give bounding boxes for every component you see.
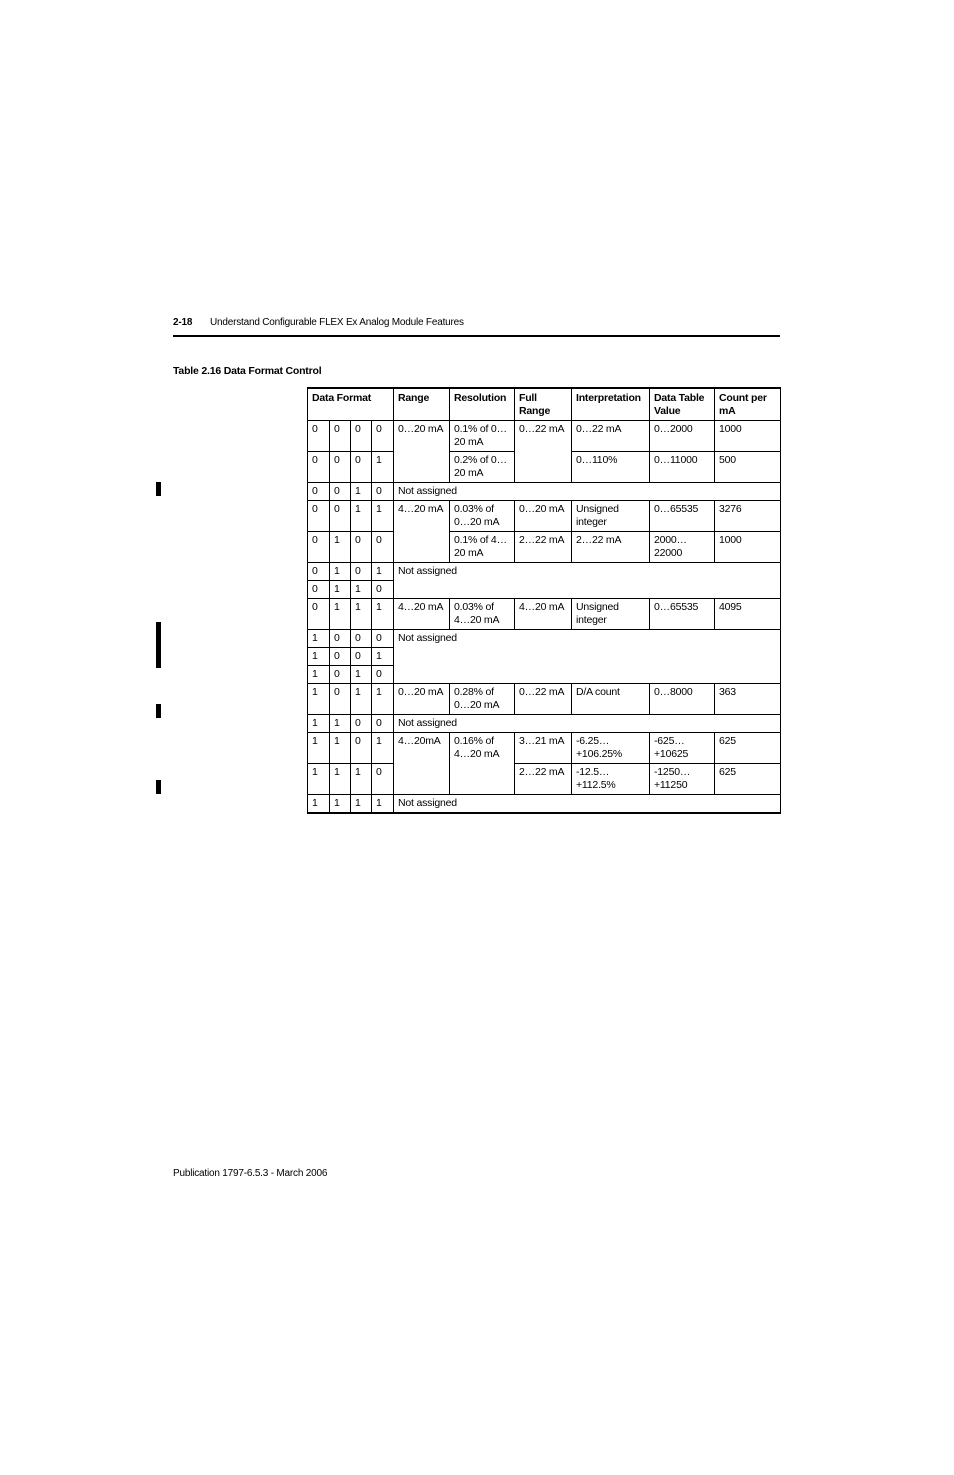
bit-cell: 0 [330,666,351,684]
table-header-row [308,388,781,421]
data-table-value-cell: 0…11000 [650,452,715,483]
col-resolution: Resolution [450,388,515,421]
data-table-value-cell: 0…65535 [650,599,715,630]
full-range-cell: 0…20 mA [515,501,572,532]
bit-cell: 1 [372,452,394,483]
table-row [308,532,781,563]
bit-cell: 1 [330,532,351,563]
bit-cell: 0 [330,648,351,666]
count-cell: 4095 [715,599,781,630]
table-row [308,599,781,630]
not-assigned-cell: Not assigned [394,563,781,599]
table-row [308,630,781,648]
bit-cell: 1 [330,715,351,733]
data-table-value-cell: -1250… +11250 [650,764,715,795]
bit-cell: 1 [351,795,372,814]
not-assigned-cell: Not assigned [394,795,781,814]
bit-cell: 0 [308,563,330,581]
bit-cell: 0 [308,483,330,501]
bit-cell: 0 [372,764,394,795]
resolution-cell: 0.28% of 0…20 mA [450,684,515,715]
col-data-format: Data Format [308,388,394,421]
interpretation-cell: 0…22 mA [572,421,650,452]
page-header [173,317,780,336]
count-cell: 1000 [715,421,781,452]
header-rule [173,335,780,337]
bit-cell: 0 [330,684,351,715]
interpretation-cell: 2…22 mA [572,532,650,563]
col-full-range: Full Range [515,388,572,421]
bit-cell: 0 [308,421,330,452]
bit-cell: 0 [351,648,372,666]
change-bar [156,780,161,794]
bit-cell: 0 [372,421,394,452]
bit-cell: 1 [372,795,394,814]
resolution-cell: 0.1% of 0…20 mA [450,421,515,452]
full-range-cell: 2…22 mA [515,764,572,795]
bit-cell: 0 [372,666,394,684]
bit-cell: 1 [308,630,330,648]
bit-cell: 0 [330,452,351,483]
resolution-cell: 0.03% of 4…20 mA [450,599,515,630]
resolution-cell: 0.16% of 4…20 mA [450,733,515,795]
bit-cell: 0 [308,501,330,532]
table-row [308,501,781,532]
resolution-cell: 0.03% of 0…20 mA [450,501,515,532]
bit-cell: 1 [308,733,330,764]
change-bar [156,482,161,496]
bit-cell: 0 [330,421,351,452]
bit-cell: 1 [372,563,394,581]
bit-cell: 0 [372,532,394,563]
bit-cell: 1 [308,795,330,814]
table-row [308,715,781,733]
bit-cell: 0 [308,532,330,563]
bit-cell: 1 [308,666,330,684]
table-row [308,483,781,501]
data-table-value-cell: 0…65535 [650,501,715,532]
table-row [308,421,781,452]
publication-footer: Publication 1797-6.5.3 - March 2006 [173,1168,328,1179]
bit-cell: 1 [308,648,330,666]
count-cell: 3276 [715,501,781,532]
bit-cell: 1 [351,581,372,599]
table-row [308,733,781,764]
not-assigned-cell: Not assigned [394,630,781,684]
bit-cell: 1 [372,501,394,532]
data-table-value-cell: 0…8000 [650,684,715,715]
bit-cell: 0 [330,630,351,648]
bit-cell: 0 [330,501,351,532]
change-bar [156,622,161,668]
bit-cell: 1 [330,795,351,814]
bit-cell: 0 [372,581,394,599]
interpretation-cell: D/A count [572,684,650,715]
bit-cell: 0 [351,532,372,563]
bit-cell: 1 [351,501,372,532]
bit-cell: 1 [351,666,372,684]
bit-cell: 0 [308,452,330,483]
table-row [308,684,781,715]
bit-cell: 1 [308,715,330,733]
not-assigned-cell: Not assigned [394,483,781,501]
not-assigned-cell: Not assigned [394,715,781,733]
bit-cell: 0 [351,421,372,452]
table-row [308,795,781,814]
bit-cell: 0 [351,563,372,581]
count-cell: 363 [715,684,781,715]
count-cell: 1000 [715,532,781,563]
change-bar [156,704,161,718]
table-caption: Table 2.16 Data Format Control [173,365,322,377]
bit-cell: 1 [330,764,351,795]
data-table-value-cell: 2000… 22000 [650,532,715,563]
range-cell: 4…20 mA [394,501,450,563]
bit-cell: 1 [351,764,372,795]
bit-cell: 0 [308,599,330,630]
bit-cell: 0 [330,483,351,501]
full-range-cell: 0…22 mA [515,421,572,483]
interpretation-cell: -6.25… +106.25% [572,733,650,764]
col-interpretation: Interpretation [572,388,650,421]
bit-cell: 1 [372,599,394,630]
bit-cell: 0 [351,733,372,764]
data-table-value-cell: -625… +10625 [650,733,715,764]
col-range: Range [394,388,450,421]
table-row [308,764,781,795]
count-cell: 500 [715,452,781,483]
range-cell: 4…20mA [394,733,450,795]
interpretation-cell: 0…110% [572,452,650,483]
full-range-cell: 4…20 mA [515,599,572,630]
bit-cell: 0 [308,581,330,599]
interpretation-cell: -12.5… +112.5% [572,764,650,795]
count-cell: 625 [715,733,781,764]
bit-cell: 1 [372,733,394,764]
bit-cell: 1 [372,684,394,715]
data-table-value-cell: 0…2000 [650,421,715,452]
bit-cell: 1 [351,684,372,715]
range-cell: 4…20 mA [394,599,450,630]
running-title: Understand Configurable FLEX Ex Analog Module Features [210,317,464,328]
bit-cell: 1 [308,684,330,715]
bit-cell: 1 [351,483,372,501]
full-range-cell: 3…21 mA [515,733,572,764]
resolution-cell: 0.1% of 4…20 mA [450,532,515,563]
bit-cell: 1 [351,599,372,630]
bit-cell: 0 [372,483,394,501]
data-format-control-table [307,387,781,814]
page-number: 2-18 [173,317,193,328]
range-cell: 0…20 mA [394,421,450,483]
bit-cell: 1 [330,581,351,599]
bit-cell: 1 [308,764,330,795]
bit-cell: 0 [351,452,372,483]
range-cell: 0…20 mA [394,684,450,715]
col-data-table-value: Data Table Value [650,388,715,421]
bit-cell: 1 [330,599,351,630]
bit-cell: 1 [330,563,351,581]
bit-cell: 0 [351,630,372,648]
table-row [308,563,781,581]
interpretation-cell: Unsigned integer [572,599,650,630]
full-range-cell: 0…22 mA [515,684,572,715]
bit-cell: 1 [372,648,394,666]
bit-cell: 0 [372,630,394,648]
col-count-per-ma: Count per mA [715,388,781,421]
bit-cell: 0 [372,715,394,733]
resolution-cell: 0.2% of 0…20 mA [450,452,515,483]
full-range-cell: 2…22 mA [515,532,572,563]
interpretation-cell: Unsigned integer [572,501,650,532]
bit-cell: 0 [351,715,372,733]
bit-cell: 1 [330,733,351,764]
count-cell: 625 [715,764,781,795]
